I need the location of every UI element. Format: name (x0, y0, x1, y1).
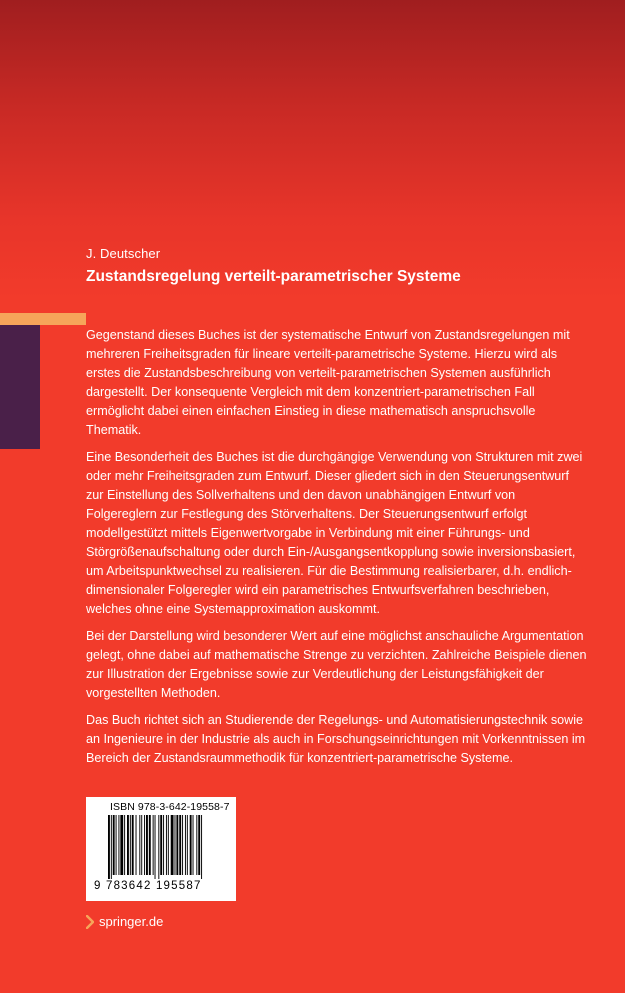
book-title: Zustandsregelung verteilt-parametrischer Systeme (86, 268, 461, 285)
blurb-paragraph-4: Das Buch richtet sich an Studierende der Regelungs- und Automatisierungstechnik sowie an Ingenieure in der Industrie als auch in Forschungseinrichtungen mit Vorkenntnissen im Bereich der Zustandsraummethodik für konzentriert-parametrische Systeme. (86, 713, 586, 765)
barcode-bar (146, 815, 148, 875)
isbn-label: ISBN 978-3-642-19558-7 (110, 801, 230, 813)
barcode-bar (190, 815, 192, 875)
barcode-bar (168, 815, 169, 875)
chevron-right-icon (86, 915, 94, 929)
barcode-bar (127, 815, 129, 875)
barcode-bar (153, 815, 154, 875)
barcode-bar (166, 815, 167, 875)
barcode-bar (132, 815, 134, 875)
barcode-bar (139, 815, 140, 875)
barcode-bar (175, 815, 176, 875)
barcode-bar (136, 815, 137, 875)
barcode-bar (118, 815, 119, 875)
barcode-bar (182, 815, 183, 875)
barcode-bar (155, 815, 156, 879)
publisher-link[interactable] (86, 914, 163, 929)
publisher-url: springer.de (99, 914, 164, 929)
author-name: J. Deutscher (86, 246, 161, 261)
barcode-bar (193, 815, 194, 875)
barcode-bar (158, 815, 159, 879)
barcode-digits: 9 783642 195587 (94, 880, 202, 892)
barcode-bars (108, 815, 228, 879)
barcode-bar (160, 815, 162, 875)
barcode-bar (144, 815, 145, 875)
barcode-bar (149, 815, 151, 875)
barcode-bar (171, 815, 174, 875)
barcode-bar (201, 815, 202, 879)
barcode-bar (185, 815, 186, 875)
blurb-paragraph-2: Eine Besonderheit des Buches ist die durchgängige Verwendung von Strukturen mit zwei oder mehr Freiheitsgraden zum Entwurf. Dieser gliedert sich in den Steuerungsentwurf zur Einstellung des Sollverhaltens und den davon unabhängigen Entwurf von Folgereglern zur Festlegung des Störverhaltens. Der Steuerungsentwurf erfolgt modellgestützt mittels Eigenwertvorgabe in Verbindung mit einer Führungs- und Störgrößenaufschaltung oder durch Ein-/Ausgangsentkopplung sowie inversionsbasiert, um Arbeitspunktwechsel zu realisieren. Für die Bestimmung realisierbarer, d.h. endlich-dimensionaler Folgeregler wird ein parametrisches Entwurfsverfahren beschrieben, welches ohne eine Systemapproximation auskommt. (86, 450, 583, 616)
barcode-bar (108, 815, 110, 879)
barcode-bar (111, 815, 112, 879)
purple-accent-bar (0, 325, 40, 449)
barcode-bar (198, 815, 200, 875)
barcode-bar (130, 815, 131, 875)
barcode-bar (113, 815, 115, 875)
blurb-text (86, 326, 588, 776)
barcode-bar (176, 815, 178, 875)
barcode-bar (163, 815, 164, 875)
orange-accent-bar (0, 313, 86, 325)
blurb-paragraph-3: Bei der Darstellung wird besonderer Wert auf eine möglichst anschauliche Argumentation gelegt, ohne dabei auf mathematische Strenge zu verzichten. Zahlreiche Beispiele dienen zur Illustration der Ergebnisse sowie zur Verdeutlichung der Leistungsfähigkeit der vorgestellten Methoden. (86, 629, 587, 700)
blurb-paragraph-1: Gegenstand dieses Buches ist der systematische Entwurf von Zustandsregelungen mit mehreren Freiheitsgraden für lineare verteilt-parametrische Systeme. Hierzu wird als erstes die Zustandsbeschreibung von verteilt-parametrischen Systemen ausführlich dargestellt. Der konsequente Vergleich mit dem konzentriert-parametrischen Fall ermöglicht dabei einen einfachen Einstieg in diese mathematisch anspruchsvolle Thematik. (86, 328, 570, 437)
barcode-bar (116, 815, 117, 875)
header-band (0, 0, 625, 312)
barcode-bar (141, 815, 142, 875)
isbn-barcode (86, 797, 236, 901)
barcode-bar (196, 815, 197, 875)
barcode-bar (124, 815, 125, 875)
barcode-bar (187, 815, 188, 875)
barcode-bar (179, 815, 181, 875)
barcode-bar (120, 815, 123, 875)
